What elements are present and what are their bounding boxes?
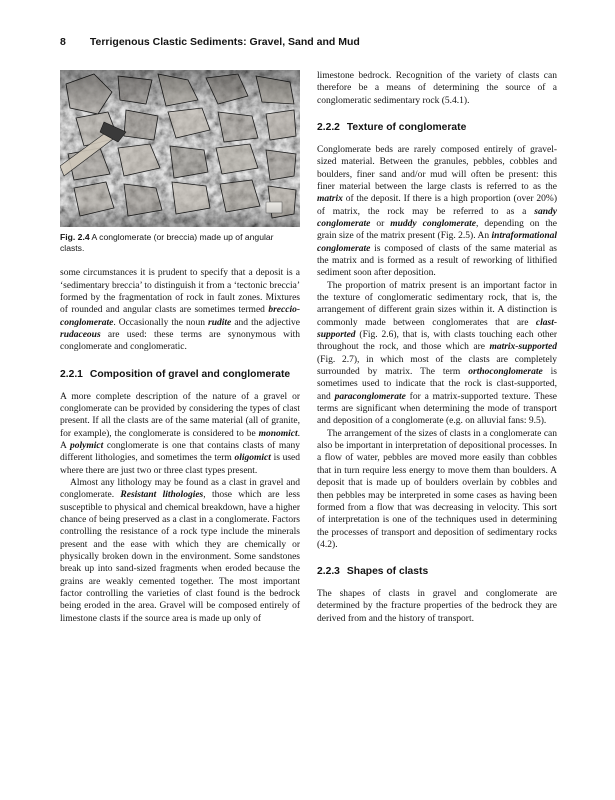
heading-text: Composition of gravel and conglomerate — [89, 368, 291, 380]
paragraph-continuation: some circumstances it is prudent to specify that a deposit is a ‘sedimentary breccia’ to distinguish it from a ‘tectonic breccia’ formed by the fragmentation of rock in fault zones. Mixtures of rounded and angular clasts are sometimes termed breccio-conglomerate. Occasionally the noun rudite and the adjective rudaceous are used: these terms are synonymous with conglomerate and conglomeratic. — [60, 268, 301, 353]
page-number: 8 — [60, 36, 66, 48]
paragraph: Almost any lithology may be found as a clast in gravel and conglomerate. Resistant lithologies, those which are less susceptible to physical and chemical breakdown, have a higher chance of being preserved as a clast in a conglomerate. Factors controlling the resistance of a rock type include the minerals present and the ease with which they are chemically or physically broken down in the environment. Some sandstones break up into sand-sized fragments when eroded because the grains are weakly cemented together. The most important factor controlling the varieties of clast found is the bedrock being eroded in the area. Gravel will be composed entirely of limestone clasts if the source area is made up only of — [60, 478, 300, 624]
section-heading-222 — [317, 122, 557, 135]
paragraph: The proportion of matrix present is an important factor in the texture of conglomeratic sedimentary rock, that is, the arrangement of different grain sizes within it. A distinction is commonly made between conglomerates that are clast-supported (Fig. 2.6), that is, with clasts touching each other throughout the rock, and those which are matrix-supported (Fig. 2.7), in which most of the clasts are completely surrounded by matrix. The term orthoconglomerate is sometimes used to indicate that the rock is clast-supported, and paraconglomerate for a matrix-supported texture. These terms are significant when determining the mode of transport and deposition of a conglomerate (e.g. on alluvial fans: 9.5). — [317, 280, 558, 427]
heading-text: Texture of conglomerate — [346, 122, 467, 134]
right-column — [317, 70, 557, 625]
paragraph: The shapes of clasts in gravel and conglomerate are determined by the fracture properties of the bedrock they are derived from and the history of transport. — [317, 589, 557, 624]
figure-2-4 — [60, 70, 300, 254]
heading-number: 2.2.3 — [317, 566, 340, 578]
heading-number: 2.2.1 — [60, 368, 83, 380]
conglomerate-photo — [60, 70, 300, 227]
heading-text: Shapes of clasts — [346, 566, 429, 578]
paragraph-continuation: limestone bedrock. Recognition of the variety of clasts can therefore be a means of determining the source of a conglomeratic sedimentary rock (5.4.1). — [317, 71, 557, 106]
section-heading-221 — [60, 369, 300, 382]
section-heading-223 — [317, 566, 557, 579]
running-title: Terrigenous Clastic Sediments: Gravel, Sand and Mud — [89, 36, 360, 48]
figure-label: Fig. 2.4 — [60, 232, 90, 242]
rock-photo-illustration — [60, 70, 300, 227]
two-column-layout — [60, 70, 558, 625]
heading-number: 2.2.2 — [317, 122, 340, 134]
figure-caption-text: A conglomerate (or breccia) made up of angular clasts. — [60, 232, 274, 254]
paragraph: Conglomerate beds are rarely composed entirely of gravel-sized material. Between the granules, pebbles, cobbles and boulders, finer sand and/or mud will often be present: this finer material between the large clasts is referred to as the matrix of the deposit. If there is a high proportion (over 20%) of matrix, the rock may be referred to as a sandy conglomerate or muddy conglomerate, depending on the grain size of the matrix present (Fig. 2.5). An intraformational conglomerate is composed of clasts of the same material as the matrix and is formed as a result of reworking of lithified sediment soon after deposition. — [317, 144, 557, 279]
figure-caption — [60, 232, 300, 254]
paragraph: The arrangement of the sizes of clasts in a conglomerate can also be important in interpretation of depositional processes. In a flow of water, pebbles are moved more easily than cobbles that in turn require less energy to move them than boulders. A deposit that is made up of boulders overlain by cobbles and then pebbles may be interpreted in some cases as having been formed from a flow that was decreasing in velocity. This sort of interpretation is one of the techniques used in determining the processes of transport and deposition of sedimentary rocks (4.2). — [317, 428, 557, 550]
left-column — [60, 70, 300, 625]
paragraph: A more complete description of the nature of a gravel or conglomerate can be provided by considering the types of clast present. If all the clasts are of the same material (all of granite, for example), the conglomerate is considered to be monomict. A polymict conglomerate is one that contains clasts of many different lithologies, and sometimes the term oligomict is used where there are just two or three clast types present. — [60, 391, 300, 476]
page-header — [60, 36, 558, 48]
